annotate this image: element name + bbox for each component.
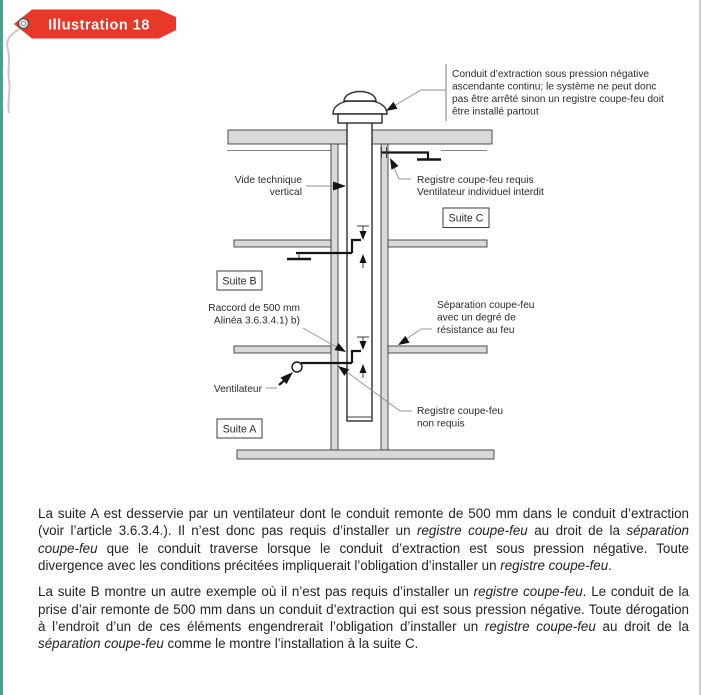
label-registre-requis xyxy=(386,156,544,198)
tag-label: Illustration 18 xyxy=(48,17,150,34)
label-separation xyxy=(396,300,534,348)
body-paragraph-1: La suite A est desservie par un ventilateur dont le conduit remonte de 500 mm dans le conduit d’extraction (voir l’article 3.6.3.4.). Il n’est donc pas requis d’installer un registre coupe-feu au droit de la séparation coupe-feu que le conduit traverse lorsque le conduit d’extraction est sous pression négative. Toute divergence avec les conditions précitées impliquerait l’obligation d’installer un registre coupe-feu. xyxy=(38,506,689,574)
label-line: ascendante continu; le système ne peut donc xyxy=(452,81,657,93)
building-section xyxy=(227,92,494,460)
suite-c-label: Suite C xyxy=(448,212,484,225)
label-line: vertical xyxy=(269,187,302,198)
label-line: Ventilateur xyxy=(213,384,262,395)
body-text xyxy=(38,505,689,662)
tag-grommet-hole xyxy=(21,21,25,25)
label-line: Vide technique xyxy=(234,175,302,186)
tag-string xyxy=(7,28,21,113)
ventilator-symbol xyxy=(292,362,302,372)
suite-b-label: Suite B xyxy=(222,275,257,288)
label-line: pas être arrêté sinon un registre coupe-feu doit xyxy=(452,94,664,105)
suite-a-label: Suite A xyxy=(222,423,257,436)
ground-slab xyxy=(237,450,494,459)
label-line: Raccord de 500 mm xyxy=(208,303,300,314)
label-line: avec un degré de xyxy=(437,312,516,324)
suite-c-branch xyxy=(381,147,441,160)
label-vide-technique xyxy=(235,175,346,198)
floor-slab-mid-left xyxy=(234,240,331,247)
label-line: Alinéa 3.6.3.4.1) b) xyxy=(213,315,300,327)
label-line: résistance au feu xyxy=(437,325,515,336)
leader-line xyxy=(405,329,421,340)
suite-c-box xyxy=(443,208,489,228)
label-line: Ventilateur individuel interdit xyxy=(417,187,544,198)
label-conduit-extraction xyxy=(384,64,664,121)
suite-a-box xyxy=(217,419,262,438)
label-line: Registre coupe-feu xyxy=(417,406,504,417)
suite-b-box xyxy=(217,271,262,290)
leader-line xyxy=(389,90,446,109)
shaft-wall-right xyxy=(381,144,388,450)
floor-slab-low-left xyxy=(234,346,331,353)
roof-vent-cap xyxy=(333,92,387,123)
label-ventilateur xyxy=(214,369,296,395)
floor-slab-mid-right xyxy=(388,240,487,247)
label-line: Séparation coupe-feu xyxy=(437,300,535,311)
body-paragraph-2: La suite B montre un autre exemple où il n’est pas requis d’installer un registre coupe-feu. Le conduit de la prise d’air remonte de 500 mm dans un conduit d’extraction qui est sous pression négative. Toute dérogation à l’endroit d’un de ces éléments engendrerait l’obligation d’installer un registre coupe-feu au droit de la séparation coupe-feu comme le montre l’installation à la suite C. xyxy=(38,584,689,652)
label-line: Registre coupe-feu requis xyxy=(417,175,534,186)
label-line: Conduit d’extraction sous pression négative xyxy=(452,69,650,80)
label-line: non requis xyxy=(417,418,465,430)
floor-slab-low-right xyxy=(388,346,487,353)
illustration-tag xyxy=(7,10,176,114)
label-line: être installé partout xyxy=(452,106,539,118)
arrowhead xyxy=(333,182,346,191)
